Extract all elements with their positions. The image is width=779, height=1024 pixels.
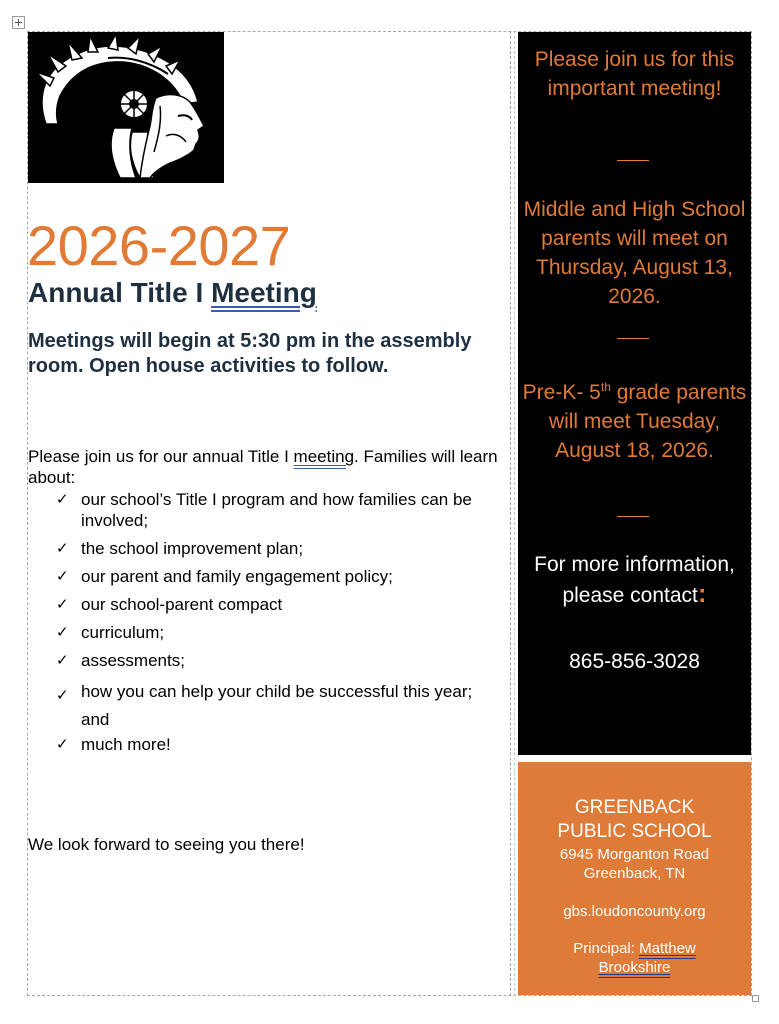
closing-line: We look forward to seeing you there! — [28, 835, 305, 854]
list-item: ✓ our school’s Title I program and how families can be involved; — [56, 490, 472, 530]
column-divider — [510, 31, 511, 996]
checkmark-icon: ✓ — [56, 539, 69, 557]
checkmark-icon: ✓ — [56, 623, 69, 641]
list-item: ✓ our school-parent compact — [56, 595, 283, 614]
topics-checklist — [56, 489, 496, 762]
checkmark-icon: ✓ — [56, 735, 69, 753]
column-divider-secondary — [514, 31, 515, 996]
divider-rule — [617, 338, 649, 339]
divider-rule — [617, 160, 649, 161]
divider-rule — [617, 516, 649, 517]
meeting-time-subhead: Meetings will begin at 5:30 pm in the assembly room. Open house activities to follow. — [28, 330, 472, 377]
school-name: GREENBACK PUBLIC SCHOOL — [557, 797, 712, 842]
school-address: 6945 Morganton Road Greenback, TN — [559, 846, 710, 882]
page-title — [28, 276, 317, 310]
list-item: ✓ curriculum; — [56, 623, 165, 642]
title-text: Annual Title I — [28, 277, 212, 308]
contact-text: For more information, please contact: — [534, 553, 735, 608]
prek-5-date: Pre-K- 5th grade parents will meet Tuesday, August 18, 2026. — [522, 380, 747, 462]
list-item: ✓ much more! — [56, 735, 171, 754]
checkmark-icon: ✓ — [56, 490, 69, 508]
table-resize-handle-icon[interactable] — [752, 995, 759, 1002]
intro-text-start: Please join us for our annual Title I — [28, 447, 294, 466]
list-item: ✓ the school improvement plan; — [56, 539, 304, 558]
title-meeting-word[interactable]: Meeting — [211, 277, 317, 308]
principal-last-name[interactable]: Brookshire — [598, 959, 671, 976]
school-website[interactable]: gbs.loudoncounty.org — [563, 903, 706, 920]
list-item: ✓ how you can help your child be successful this year; and — [56, 682, 473, 729]
school-year-heading: 2026-2027 — [27, 214, 291, 277]
intro-meeting-word[interactable]: meeting — [293, 447, 355, 466]
middle-high-school-date: Middle and High School parents will meet on Thursday, August 13, 2026. — [523, 198, 746, 308]
checkmark-icon: ✓ — [56, 595, 69, 613]
chief-headdress-logo — [28, 32, 224, 183]
principal-first-name[interactable]: Matthew — [639, 940, 696, 957]
intro-paragraph — [28, 446, 506, 488]
checkmark-icon: ✓ — [56, 651, 69, 669]
invite-text: Please join us for this important meeting! — [534, 48, 735, 100]
school-info-panel — [518, 762, 751, 995]
checkmark-icon: ✓ — [56, 686, 69, 704]
list-item: ✓ assessments; — [56, 651, 185, 670]
intro-text-end: . Families will learn about: — [28, 447, 498, 487]
list-item: ✓ our parent and family engagement policy; — [56, 567, 393, 586]
principal-name: Principal: Matthew Brookshire — [573, 940, 696, 976]
checkmark-icon: ✓ — [56, 567, 69, 585]
contact-phone[interactable]: 865-856-3028 — [569, 650, 700, 673]
table-move-handle-icon[interactable] — [12, 16, 25, 29]
